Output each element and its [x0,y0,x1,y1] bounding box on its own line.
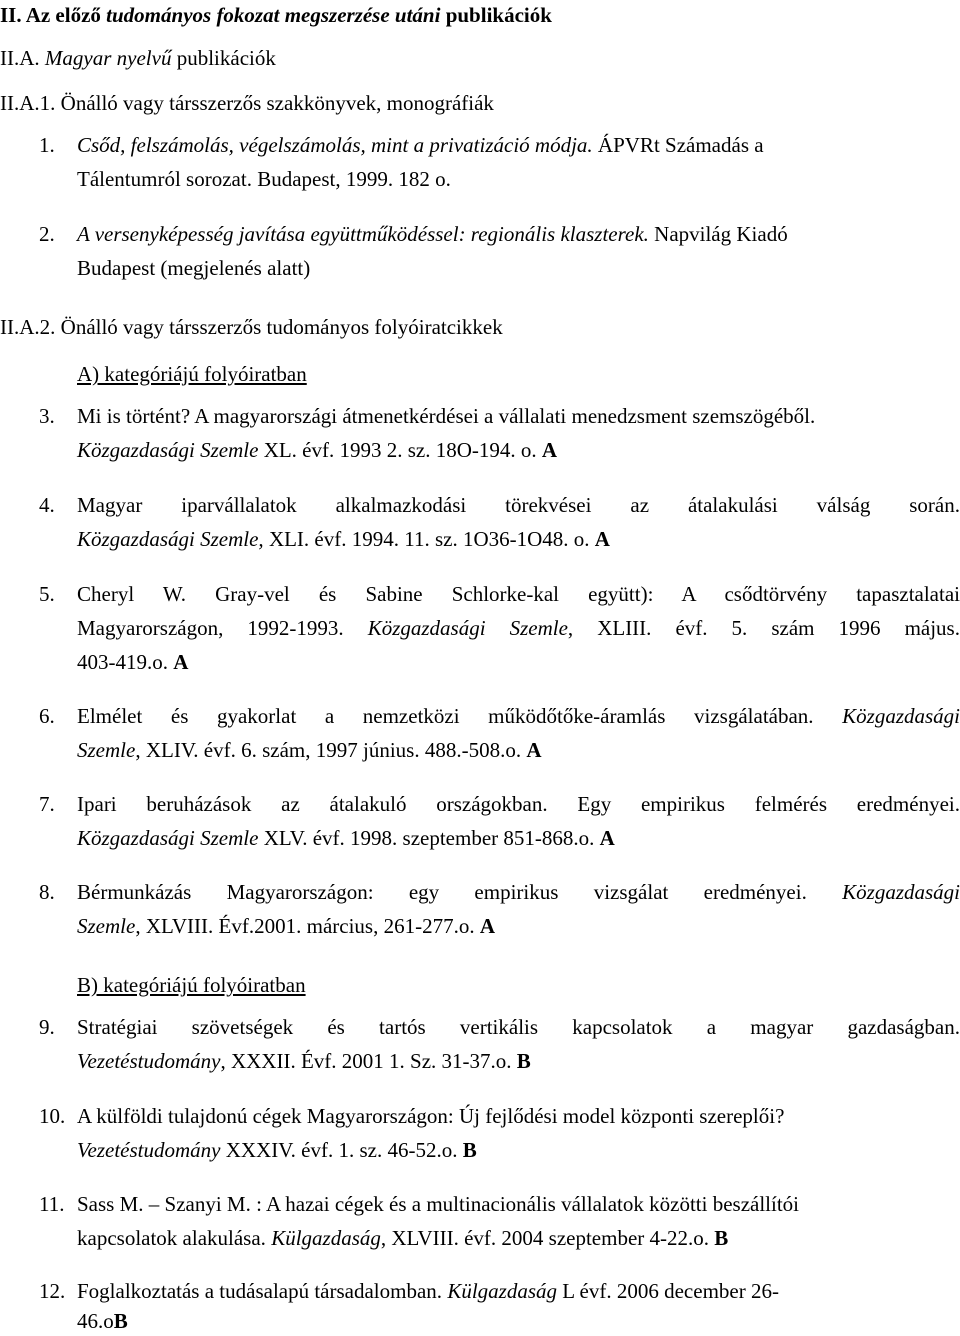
item-number: 4. [39,493,55,517]
item-text-line: kapcsolatok alakulása. Külgazdaság, XLVIII. évf. 2004 szeptember 4-22.o. B [77,1226,729,1250]
item-text-line: Szemle, XLVIII. Évf.2001. március, 261-277.o. A [77,914,496,938]
item-number: 10. [39,1104,66,1128]
item-text-line: Budapest (megjelenés alatt) [77,256,311,280]
item-text-line: Szemle, XLIV. évf. 6. szám, 1997 június. 488.-508.o. A [77,738,542,762]
item-number: 2. [39,222,55,246]
section-title-books: II.A.1. Önálló vagy társszerzős szakkönyvek, monográfiák [0,91,494,115]
section-title-articles: II.A.2. Önálló vagy társszerzős tudományos folyóiratcikkek [0,315,503,339]
grade-badge: B [113,1309,128,1333]
item-number: 1. [39,133,55,157]
item-text-line: Közgazdasági Szemle XLV. évf. 1998. szeptember 851-868.o. A [77,826,615,850]
grade-badge: A [541,438,558,462]
main-heading: II. Az előző tudományos fokozat megszerzése utáni publikációk [0,3,552,27]
item-text-line: 403-419.o. A [77,650,189,674]
item-number: 3. [39,404,55,428]
item-text-line: Mi is történt? A magyarországi átmenetkérdései a vállalati menedzsment szemszögéből. [77,404,816,428]
item-number: 12. [39,1279,66,1303]
item-text-line: A külföldi tulajdonú cégek Magyarországon: Új fejlődési model központi szereplői? [77,1104,785,1128]
grade-badge: A [594,527,610,551]
item-number: 6. [39,704,55,728]
item-number: 11. [39,1192,65,1216]
item-text-line: Közgazdasági Szemle XL. évf. 1993 2. sz. 18O-194. o. A [77,438,558,462]
item-text-line: Bérmunkázás Magyarországon: egy empirikus vizsgálat eredményei. Közgazdasági [77,880,960,904]
item-text-line: 46.oB [77,1309,128,1333]
item-text-line: Foglalkoztatás a tudásalapú társadalomban. Külgazdaság L évf. 2006 december 26- [77,1279,779,1303]
grade-badge: A [526,738,542,762]
item-text-line: Vezetéstudomány, XXXII. Évf. 2001 1. Sz. 31-37.o. B [77,1049,531,1073]
item-text-line: Ipari beruházások az átalakuló országokban. Egy empirikus felmérés eredményei. [77,792,960,816]
grade-badge: B [516,1049,531,1073]
grade-badge: A [173,650,189,674]
grade-badge: B [462,1138,477,1162]
category-a-heading: A) kategóriájú folyóiratban [77,362,307,386]
item-text-line: Stratégiai szövetségek és tartós vertikális kapcsolatok a magyar gazdaságban. [77,1015,960,1039]
item-text-line: Vezetéstudomány XXXIV. évf. 1. sz. 46-52.o. B [77,1138,477,1162]
item-text-line: A versenyképesség javítása együttműködéssel: regionális klaszterek. Napvilág Kiadó [77,222,788,246]
item-text-line: Cheryl W. Gray-vel és Sabine Schlorke-kal együtt): A csődtörvény tapasztalatai [77,582,960,606]
subheading: II.A. Magyar nyelvű publikációk [0,46,276,70]
item-text-line: Sass M. – Szanyi M. : A hazai cégek és a multinacionális vállalatok közötti beszállítói [77,1192,800,1216]
item-text-line: Csőd, felszámolás, végelszámolás, mint a privatizáció módja. ÁPVRt Számadás a [77,133,764,157]
grade-badge: A [479,914,496,938]
grade-badge: A [599,826,615,850]
grade-badge: B [714,1226,729,1250]
category-b-heading: B) kategóriájú folyóiratban [77,973,306,997]
item-text-line: Magyar iparvállalatok alkalmazkodási törekvései az átalakulási válság során. [77,493,960,517]
item-number: 7. [39,792,55,816]
item-number: 5. [39,582,55,606]
item-text-line: Tálentumról sorozat. Budapest, 1999. 182 o. [77,167,451,191]
item-text-line: Elmélet és gyakorlat a nemzetközi működőtőke-áramlás vizsgálatában. Közgazdasági [77,704,960,728]
item-text-line: Közgazdasági Szemle, XLI. évf. 1994. 11. sz. 1O36-1O48. o. A [77,527,610,551]
item-text-line: Magyarországon, 1992-1993. Közgazdasági Szemle, XLIII. évf. 5. szám 1996 május. [77,616,960,640]
item-number: 9. [39,1015,55,1039]
item-number: 8. [39,880,55,904]
